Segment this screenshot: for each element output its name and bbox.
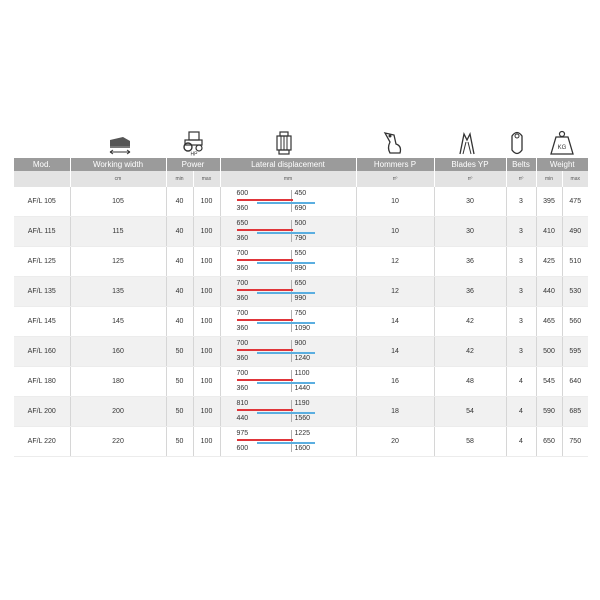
blades-cell: 30 (434, 187, 506, 217)
displacement-diagram (221, 307, 356, 336)
subheader-weight-max: max (562, 171, 588, 187)
blades-cell: 42 (434, 337, 506, 367)
displacement-blue-bar (257, 412, 315, 414)
displacement-bottom-left-value: 600 (236, 445, 249, 452)
displacement-bottom-right-value: 1090 (294, 325, 311, 332)
weight-min-cell: 590 (536, 397, 562, 427)
subheader-mm: mm (220, 171, 356, 187)
displacement-bottom-right-value: 890 (294, 265, 307, 272)
displacement-diagram (221, 337, 356, 366)
model-cell: AF/L 135 (14, 277, 70, 307)
displacement-top-right-value: 900 (294, 340, 307, 347)
subheader-power-max: max (193, 171, 220, 187)
displacement-top-right-value: 500 (294, 220, 307, 227)
displacement-top-left-value: 700 (236, 280, 249, 287)
weight-max-cell: 490 (562, 217, 588, 247)
shaft-icon (272, 128, 296, 156)
displacement-centerline (291, 340, 292, 362)
blades-cell: 48 (434, 367, 506, 397)
displacement-top-left-value: 810 (236, 400, 249, 407)
belts-cell: 3 (506, 187, 536, 217)
displacement-centerline (291, 190, 292, 212)
displacement-top-left-value: 700 (236, 310, 249, 317)
model-cell: AF/L 160 (14, 337, 70, 367)
displacement-red-bar (237, 379, 293, 381)
model-cell: AF/L 105 (14, 187, 70, 217)
displacement-red-bar (237, 259, 293, 261)
displacement-bottom-right-value: 1600 (294, 445, 311, 452)
weight-max-cell: 750 (562, 427, 588, 457)
header-blades: Blades YP (434, 158, 506, 171)
working-width-cell: 220 (70, 427, 166, 457)
subheader-row (14, 171, 588, 187)
displacement-centerline (291, 310, 292, 332)
table-row (14, 247, 588, 277)
subheader-weight-min: min (536, 171, 562, 187)
weight-max-cell: 685 (562, 397, 588, 427)
working-width-cell: 160 (70, 337, 166, 367)
blades-cell: 36 (434, 277, 506, 307)
model-cell: AF/L 125 (14, 247, 70, 277)
model-cell: AF/L 180 (14, 367, 70, 397)
displacement-diagram (221, 217, 356, 246)
model-cell: AF/L 145 (14, 307, 70, 337)
mower-width-icon (106, 128, 134, 156)
power-min-cell: 40 (166, 247, 193, 277)
power-max-cell: 100 (193, 277, 220, 307)
table-row (14, 397, 588, 427)
displacement-bottom-left-value: 440 (236, 415, 249, 422)
lateral-displacement-cell (220, 337, 356, 367)
weight-max-cell: 475 (562, 187, 588, 217)
model-cell: AF/L 220 (14, 427, 70, 457)
weight-kg-icon (548, 128, 576, 156)
working-width-cell: 125 (70, 247, 166, 277)
working-width-cell: 135 (70, 277, 166, 307)
table-body (14, 187, 588, 457)
lateral-displacement-cell (220, 217, 356, 247)
displacement-centerline (291, 250, 292, 272)
belts-cell: 4 (506, 397, 536, 427)
belts-cell: 4 (506, 367, 536, 397)
displacement-centerline (291, 430, 292, 452)
working-width-cell: 200 (70, 397, 166, 427)
blades-icon (455, 128, 479, 156)
table-row (14, 217, 588, 247)
hammers-cell: 14 (356, 307, 434, 337)
subheader-power-min: min (166, 171, 193, 187)
weight-min-cell: 545 (536, 367, 562, 397)
working-width-cell: 115 (70, 217, 166, 247)
weight-max-cell: 510 (562, 247, 588, 277)
hammers-cell: 12 (356, 247, 434, 277)
displacement-bottom-right-value: 690 (294, 205, 307, 212)
weight-min-cell: 425 (536, 247, 562, 277)
table-row (14, 337, 588, 367)
table-row (14, 307, 588, 337)
blades-cell: 58 (434, 427, 506, 457)
power-max-cell: 100 (193, 367, 220, 397)
header-working-width: Working width (70, 158, 166, 171)
displacement-diagram (221, 397, 356, 426)
displacement-top-right-value: 650 (294, 280, 307, 287)
power-min-cell: 40 (166, 277, 193, 307)
displacement-red-bar (237, 199, 293, 201)
displacement-top-left-value: 700 (236, 340, 249, 347)
power-max-cell: 100 (193, 397, 220, 427)
weight-min-cell: 440 (536, 277, 562, 307)
belts-cell: 3 (506, 217, 536, 247)
power-min-cell: 50 (166, 397, 193, 427)
belts-cell: 3 (506, 277, 536, 307)
blades-cell: 42 (434, 307, 506, 337)
model-cell: AF/L 115 (14, 217, 70, 247)
icon-row (14, 128, 588, 158)
hammer-icon (381, 128, 407, 156)
displacement-blue-bar (257, 442, 315, 444)
displacement-top-left-value: 600 (236, 190, 249, 197)
belts-cell: 3 (506, 337, 536, 367)
displacement-centerline (291, 370, 292, 392)
working-width-cell: 145 (70, 307, 166, 337)
displacement-blue-bar (257, 352, 315, 354)
header-lateral-displacement: Lateral displacement (220, 158, 356, 171)
displacement-bottom-left-value: 360 (236, 325, 249, 332)
displacement-bottom-left-value: 360 (236, 235, 249, 242)
power-min-cell: 50 (166, 367, 193, 397)
hammers-cell: 16 (356, 367, 434, 397)
displacement-centerline (291, 280, 292, 302)
belts-cell: 3 (506, 307, 536, 337)
hammers-cell: 14 (356, 337, 434, 367)
power-max-cell: 100 (193, 247, 220, 277)
displacement-red-bar (237, 289, 293, 291)
weight-min-cell: 500 (536, 337, 562, 367)
displacement-diagram (221, 427, 356, 456)
displacement-top-left-value: 700 (236, 250, 249, 257)
spec-table (14, 158, 588, 457)
header-hammers: Hommers P (356, 158, 434, 171)
header-weight: Weight (536, 158, 588, 171)
weight-min-cell: 410 (536, 217, 562, 247)
hammers-cell: 12 (356, 277, 434, 307)
displacement-bottom-left-value: 360 (236, 385, 249, 392)
kg-icon-label: KG (557, 145, 567, 151)
displacement-blue-bar (257, 382, 315, 384)
weight-min-cell: 395 (536, 187, 562, 217)
displacement-blue-bar (257, 262, 315, 264)
lateral-displacement-cell (220, 397, 356, 427)
displacement-blue-bar (257, 202, 315, 204)
belts-cell: 4 (506, 427, 536, 457)
displacement-top-right-value: 750 (294, 310, 307, 317)
power-min-cell: 40 (166, 307, 193, 337)
displacement-diagram (221, 277, 356, 306)
header-belts: Belts (506, 158, 536, 171)
displacement-red-bar (237, 349, 293, 351)
header-mod: Mod. (14, 158, 70, 171)
table-row (14, 187, 588, 217)
belts-cell: 3 (506, 247, 536, 277)
displacement-red-bar (237, 229, 293, 231)
displacement-bottom-right-value: 990 (294, 295, 307, 302)
subheader-mod (14, 171, 70, 187)
power-min-cell: 40 (166, 217, 193, 247)
subheader-cm: cm (70, 171, 166, 187)
power-min-cell: 50 (166, 337, 193, 367)
displacement-bottom-right-value: 1560 (294, 415, 311, 422)
weight-min-cell: 465 (536, 307, 562, 337)
power-max-cell: 100 (193, 427, 220, 457)
hammers-cell: 10 (356, 217, 434, 247)
blades-cell: 30 (434, 217, 506, 247)
weight-min-cell: 650 (536, 427, 562, 457)
belt-icon (507, 128, 527, 156)
displacement-top-left-value: 975 (236, 430, 249, 437)
displacement-diagram (221, 247, 356, 276)
displacement-bottom-left-value: 360 (236, 265, 249, 272)
displacement-bottom-right-value: 1440 (294, 385, 311, 392)
lateral-displacement-cell (220, 247, 356, 277)
weight-max-cell: 595 (562, 337, 588, 367)
displacement-red-bar (237, 409, 293, 411)
subheader-belts-n: nº (506, 171, 536, 187)
header-power: Power (166, 158, 220, 171)
table-row (14, 367, 588, 397)
displacement-top-right-value: 1225 (294, 430, 311, 437)
displacement-blue-bar (257, 292, 315, 294)
hp-icon-label: HP (190, 151, 198, 156)
table-row (14, 427, 588, 457)
header-row (14, 158, 588, 171)
power-min-cell: 50 (166, 427, 193, 457)
weight-max-cell: 640 (562, 367, 588, 397)
lateral-displacement-cell (220, 277, 356, 307)
displacement-red-bar (237, 319, 293, 321)
subheader-blades-n: nº (434, 171, 506, 187)
power-max-cell: 100 (193, 307, 220, 337)
lateral-displacement-cell (220, 307, 356, 337)
working-width-cell: 180 (70, 367, 166, 397)
blades-cell: 54 (434, 397, 506, 427)
lateral-displacement-cell (220, 367, 356, 397)
displacement-red-bar (237, 439, 293, 441)
hammers-cell: 20 (356, 427, 434, 457)
displacement-centerline (291, 220, 292, 242)
working-width-cell: 105 (70, 187, 166, 217)
displacement-top-left-value: 700 (236, 370, 249, 377)
power-max-cell: 100 (193, 187, 220, 217)
displacement-top-right-value: 550 (294, 250, 307, 257)
table-row (14, 277, 588, 307)
displacement-blue-bar (257, 232, 315, 234)
power-max-cell: 100 (193, 337, 220, 367)
displacement-bottom-left-value: 360 (236, 355, 249, 362)
displacement-top-left-value: 650 (236, 220, 249, 227)
weight-max-cell: 530 (562, 277, 588, 307)
displacement-bottom-right-value: 1240 (294, 355, 311, 362)
weight-max-cell: 560 (562, 307, 588, 337)
displacement-blue-bar (257, 322, 315, 324)
displacement-top-right-value: 450 (294, 190, 307, 197)
displacement-diagram (221, 187, 356, 216)
lateral-displacement-cell (220, 187, 356, 217)
displacement-centerline (291, 400, 292, 422)
subheader-hammers-n: nº (356, 171, 434, 187)
displacement-top-right-value: 1190 (294, 400, 310, 407)
hammers-cell: 10 (356, 187, 434, 217)
lateral-displacement-cell (220, 427, 356, 457)
power-max-cell: 100 (193, 217, 220, 247)
tractor-hp-icon (179, 128, 207, 156)
hammers-cell: 18 (356, 397, 434, 427)
spec-table-wrapper (14, 128, 588, 457)
power-min-cell: 40 (166, 187, 193, 217)
displacement-diagram (221, 367, 356, 396)
model-cell: AF/L 200 (14, 397, 70, 427)
displacement-bottom-left-value: 360 (236, 205, 249, 212)
displacement-top-right-value: 1100 (294, 370, 310, 377)
displacement-bottom-left-value: 360 (236, 295, 249, 302)
displacement-bottom-right-value: 790 (294, 235, 307, 242)
blades-cell: 36 (434, 247, 506, 277)
